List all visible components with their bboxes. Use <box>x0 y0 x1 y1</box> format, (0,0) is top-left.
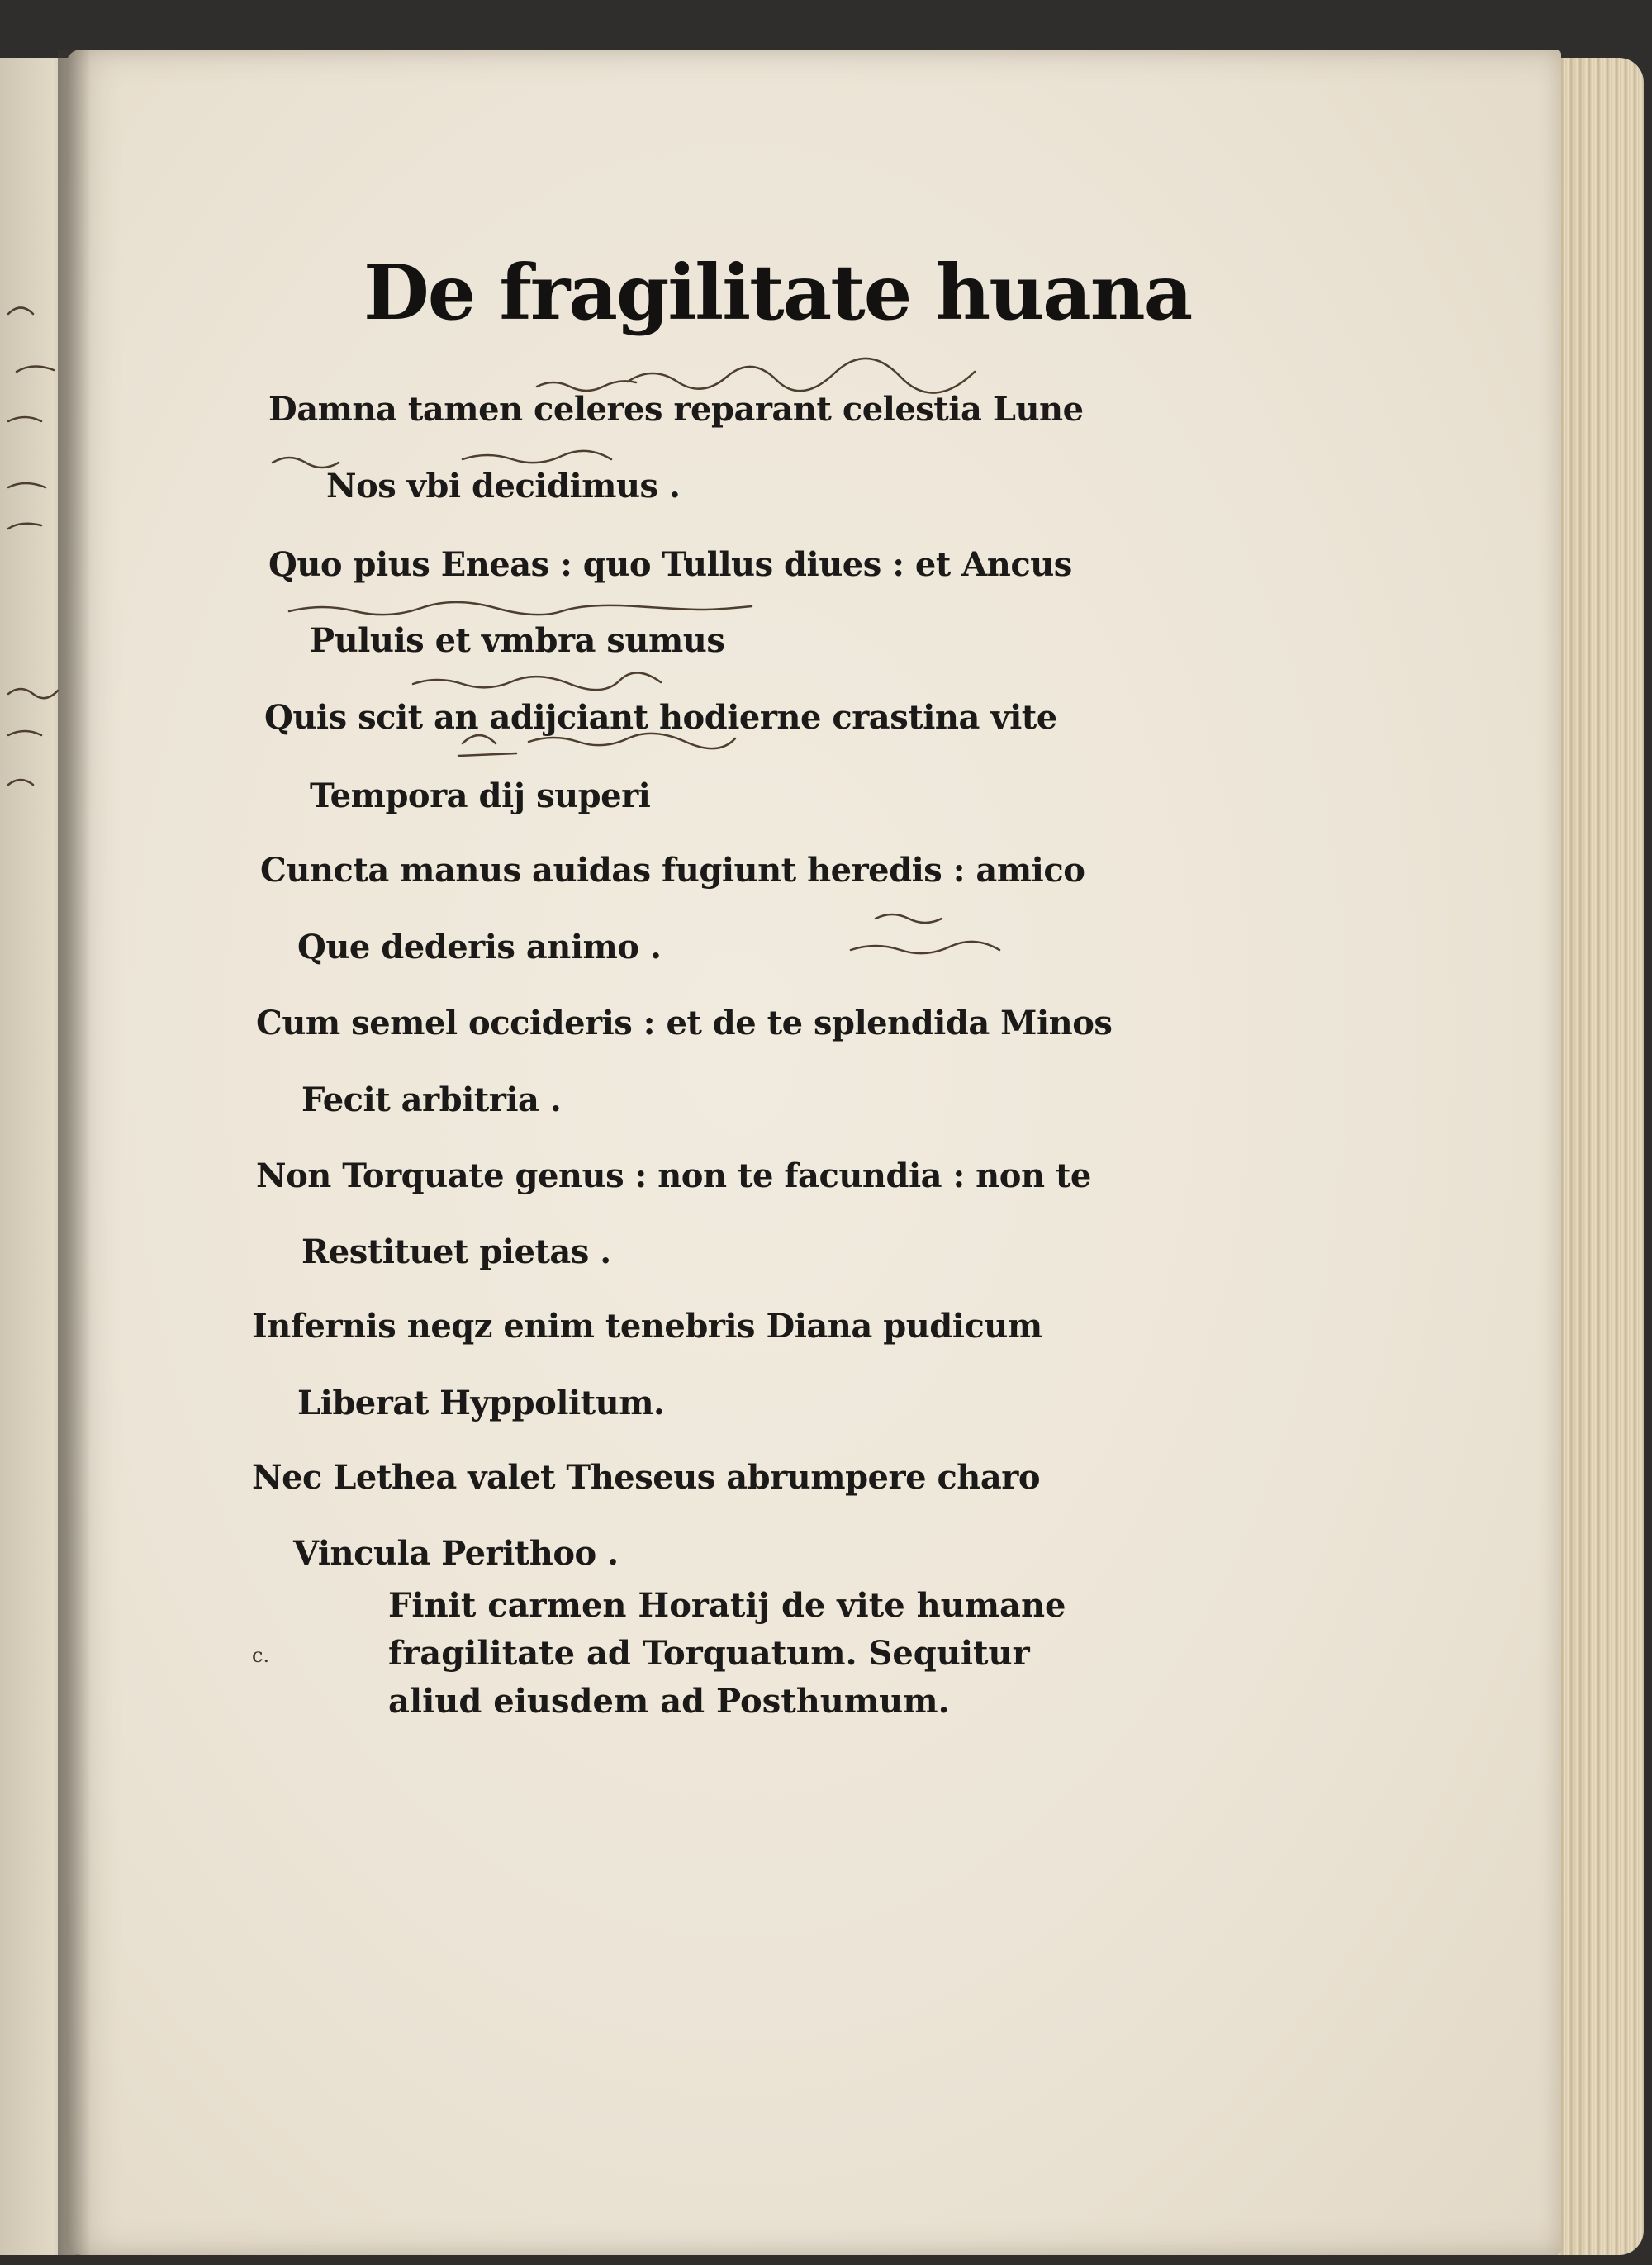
colophon <box>388 1582 1066 1726</box>
verse-line: Fecit arbitria . <box>301 1080 562 1119</box>
colophon-line: aliud eiusdem ad Posthumum. <box>388 1682 950 1721</box>
verse-line: Damna tamen celeres reparant celestia Lune <box>268 390 1084 429</box>
verse-line: Puluis et vmbra sumus <box>310 621 725 660</box>
verse-line: Cum semel occideris : et de te splendida Minos <box>256 1004 1113 1042</box>
colophon-line: fragilitate ad Torquatum. Sequitur <box>388 1634 1030 1673</box>
verse-line: Liberat Hyppolitum. <box>297 1384 665 1422</box>
verse-line: Restituet pietas . <box>301 1232 611 1271</box>
verse-line: Quis scit an adijciant hodierne crastina vite <box>264 698 1057 737</box>
verse-line: Nec Lethea valet Theseus abrumpere charo <box>252 1458 1041 1497</box>
marginal-mark: c. <box>252 1644 270 1667</box>
verse-line: Tempora dij superi <box>310 776 651 815</box>
verse-line: Infernis neqz enim tenebris Diana pudicum <box>252 1307 1042 1346</box>
verse-line: Vincula Perithoo . <box>293 1534 619 1573</box>
page-title: De fragilitate huana <box>363 248 1192 337</box>
verse-line: Que dederis animo . <box>297 928 662 966</box>
page <box>66 50 1561 2255</box>
verse-line: Non Torquate genus : non te facundia : non te <box>256 1156 1091 1195</box>
verse-line: Nos vbi decidimus . <box>326 467 681 506</box>
verse-line: Quo pius Eneas : quo Tullus diues : et Ancus <box>268 545 1072 584</box>
verse-line: Cuncta manus auidas fugiunt heredis : amico <box>260 851 1085 890</box>
colophon-line: Finit carmen Horatij de vite humane <box>388 1586 1066 1625</box>
binding-shadow <box>58 50 91 2255</box>
